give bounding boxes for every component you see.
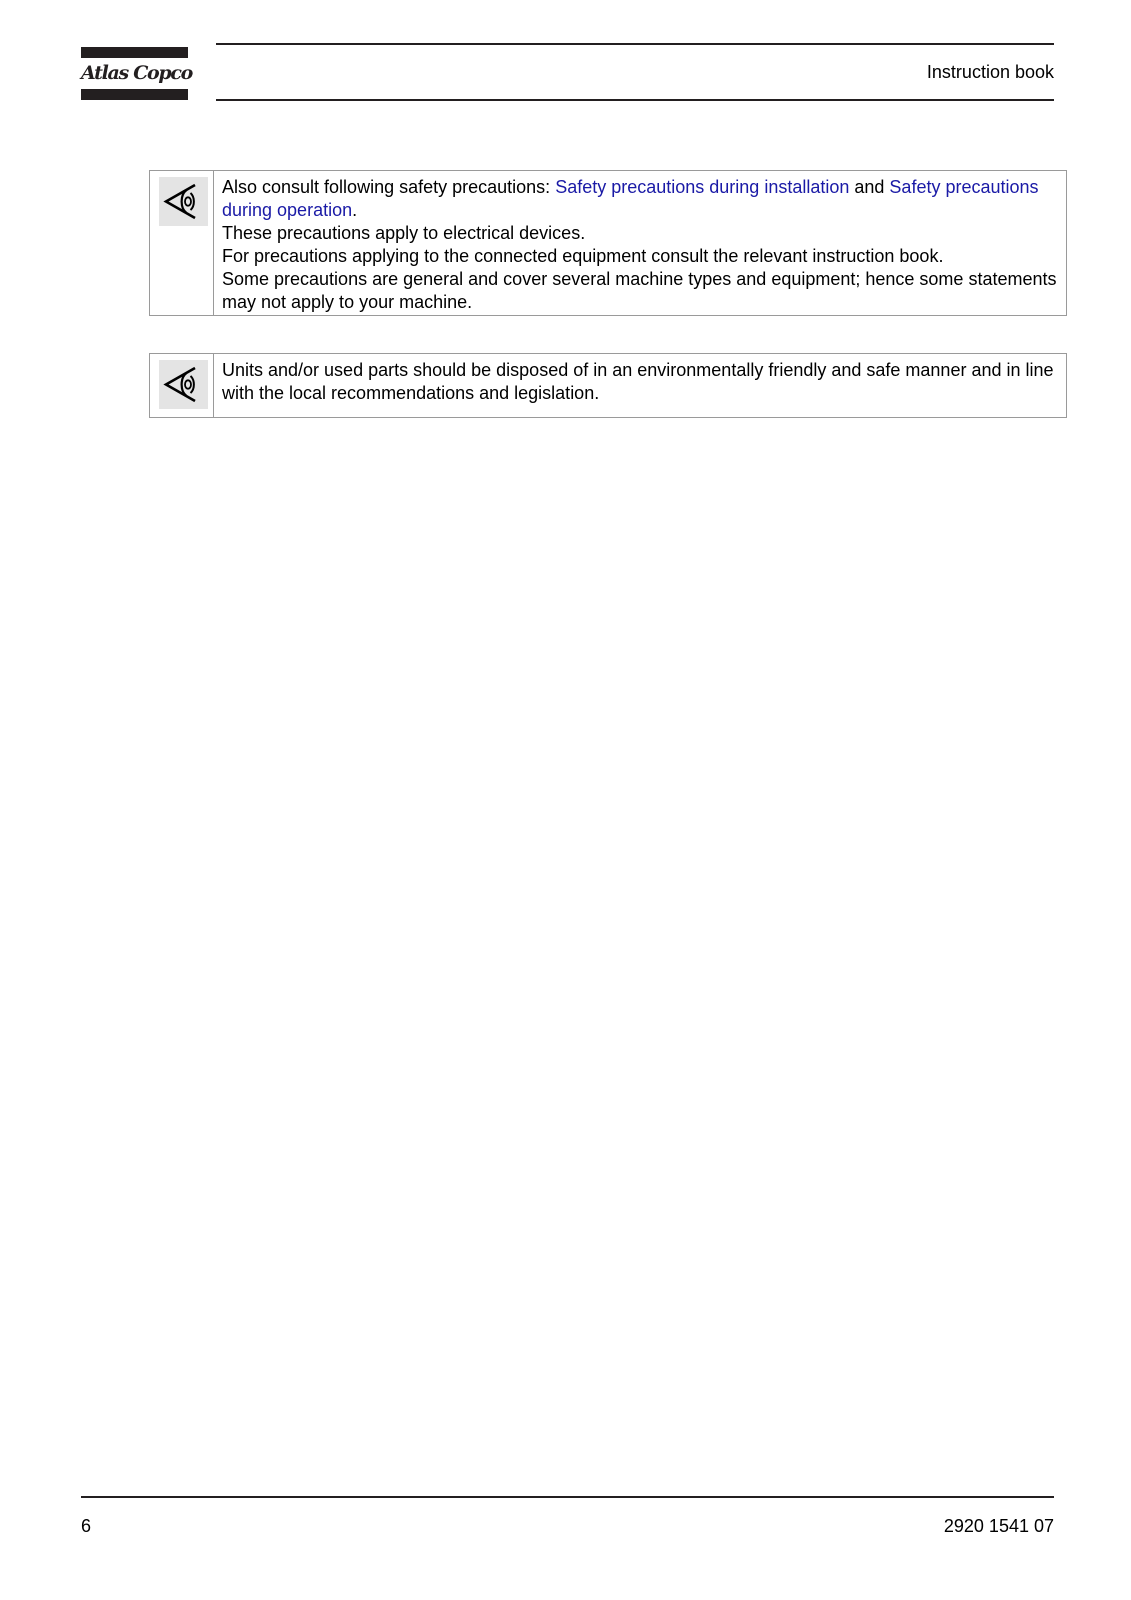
eye-icon xyxy=(159,177,208,226)
eye-icon xyxy=(159,360,208,409)
consult-paragraph xyxy=(222,176,1066,222)
notice-text xyxy=(214,171,1066,315)
electrical-devices-text: These precautions apply to electrical devices. xyxy=(222,223,586,243)
connected-equipment-text: For precautions applying to the connected equipment consult the relevant instruction book. xyxy=(222,246,944,266)
logo-bottom-bar xyxy=(81,89,188,100)
consult-intro: Also consult following safety precautions: xyxy=(222,177,556,197)
disposal-text: Units and/or used parts should be disposed of in an environmentally friendly and safe manner and in line with the local recommendations and legislation. xyxy=(222,360,1054,403)
document-type-title: Instruction book xyxy=(926,62,1054,82)
logo-wordmark: Atlas Copco xyxy=(81,62,193,84)
header-top-rule xyxy=(216,43,1054,45)
footer-rule xyxy=(81,1496,1054,1498)
consult-conjunction: and xyxy=(849,177,890,197)
notice-icon-cell xyxy=(150,354,214,417)
safety-notice-disposal xyxy=(149,353,1067,418)
logo-top-bar xyxy=(81,47,188,58)
page-number: 6 xyxy=(81,1516,92,1536)
safety-notice-consult xyxy=(149,170,1067,316)
general-precautions-text: Some precautions are general and cover several machine types and equipment; hence some statements may not apply to your machine. xyxy=(222,269,1057,312)
atlas-copco-logo xyxy=(81,47,193,100)
link-safety-operation[interactable]: Safety precautions during operation xyxy=(222,177,1039,220)
link-safety-installation[interactable]: Safety precautions during installation xyxy=(555,177,850,197)
notice-text xyxy=(214,354,1066,417)
header-bottom-rule xyxy=(216,99,1054,101)
document-number: 2920 1541 07 xyxy=(943,1516,1054,1536)
consult-period: . xyxy=(352,200,358,220)
notice-icon-cell xyxy=(150,171,214,315)
